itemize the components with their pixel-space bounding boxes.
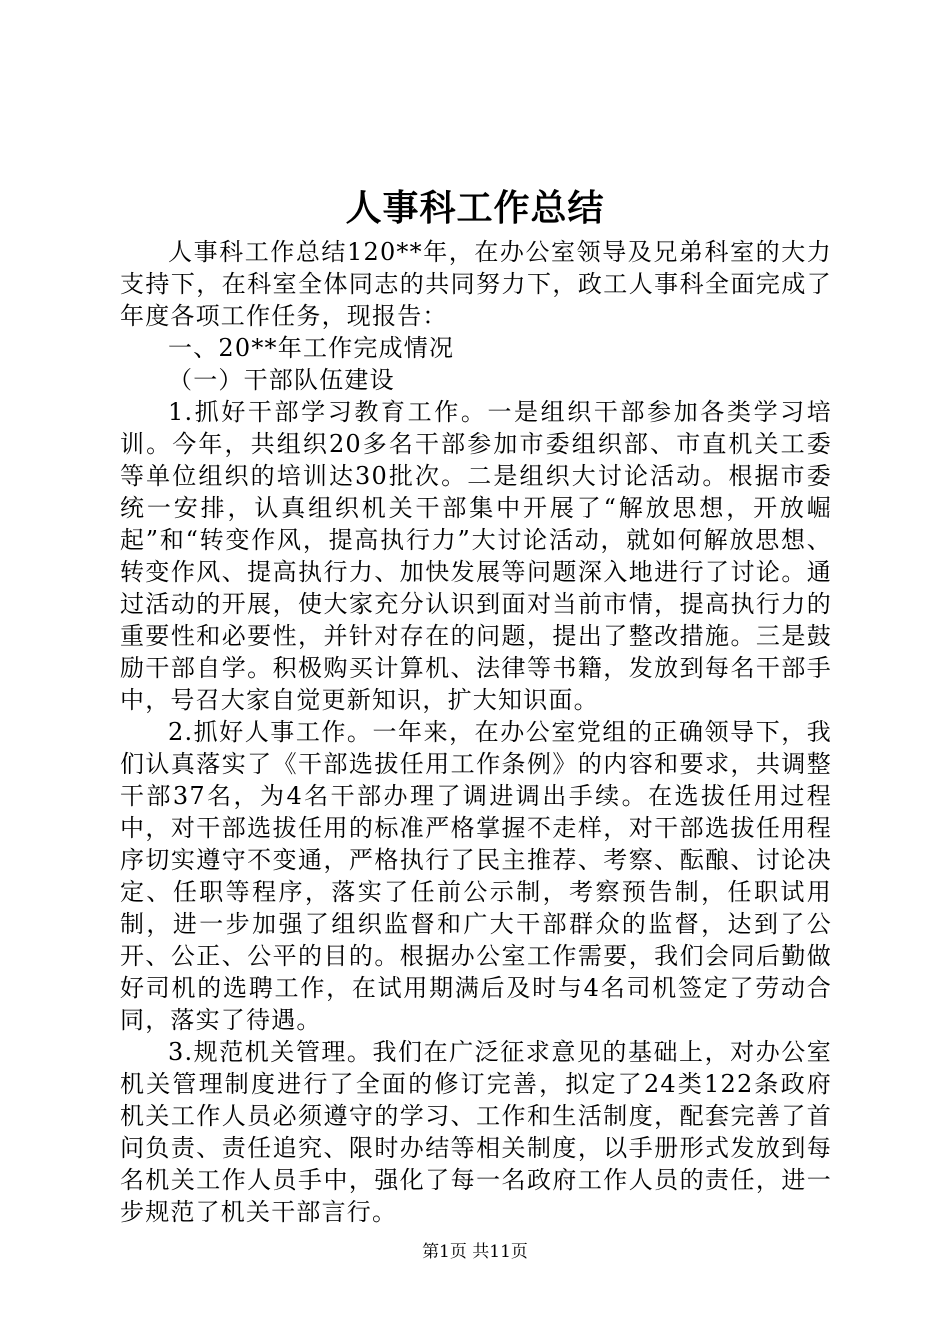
intro-paragraph: 人事科工作总结120**年，在办公室领导及兄弟科室的大力支持下，在科室全体同志的共同努力下，政工人事科全面完成了年度各项工作任务，现报告： xyxy=(120,238,832,330)
subsection-heading: （一）干部队伍建设 xyxy=(168,366,395,394)
document-body xyxy=(120,236,832,1228)
page-footer: 第1页 共11页 xyxy=(422,1242,528,1262)
section-heading: 一、20**年工作完成情况 xyxy=(168,334,455,362)
item-1-paragraph: 1.抓好干部学习教育工作。一是组织干部参加各类学习培训。今年，共组织20多名干部参加市委组织部、市直机关工委等单位组织的培训达30批次。二是组织大讨论活动。根据市委统一安排，认真组织机关干部集中开展了“解放思想，开放崛起”和“转变作风，提高执行力”大讨论活动，就如何解放思想、转变作风、提高执行力、加快发展等问题深入地进行了讨论。通过活动的开展，使大家充分认识到面对当前市情，提高执行力的重要性和必要性，并针对存在的问题，提出了整改措施。三是鼓励干部自学。积极购买计算机、法律等书籍，发放到每名干部手中，号召大家自觉更新知识，扩大知识面。 xyxy=(120,398,832,714)
document-title: 人事科工作总结 xyxy=(345,187,605,229)
item-3-paragraph: 3.规范机关管理。我们在广泛征求意见的基础上，对办公室机关管理制度进行了全面的修订完善，拟定了24类122条政府机关工作人员必须遵守的学习、工作和生活制度，配套完善了首问负责、责任追究、限时办结等相关制度，以手册形式发放到每名机关工作人员手中，强化了每一名政府工作人员的责任，进一步规范了机关干部言行。 xyxy=(120,1038,832,1226)
item-2-paragraph: 2.抓好人事工作。一年来，在办公室党组的正确领导下，我们认真落实了《干部选拔任用工作条例》的内容和要求，共调整干部37名，为4名干部办理了调进调出手续。在选拔任用过程中，对干部选拔任用的标准严格掌握不走样，对干部选拔任用程序切实遵守不变通，严格执行了民主推荐、考察、酝酿、讨论决定、任职等程序，落实了任前公示制，考察预告制，任职试用制，进一步加强了组织监督和广大干部群众的监督，达到了公开、公正、公平的目的。根据办公室工作需要，我们会同后勤做好司机的选聘工作，在试用期满后及时与4名司机签定了劳动合同，落实了待遇。 xyxy=(120,718,832,1034)
